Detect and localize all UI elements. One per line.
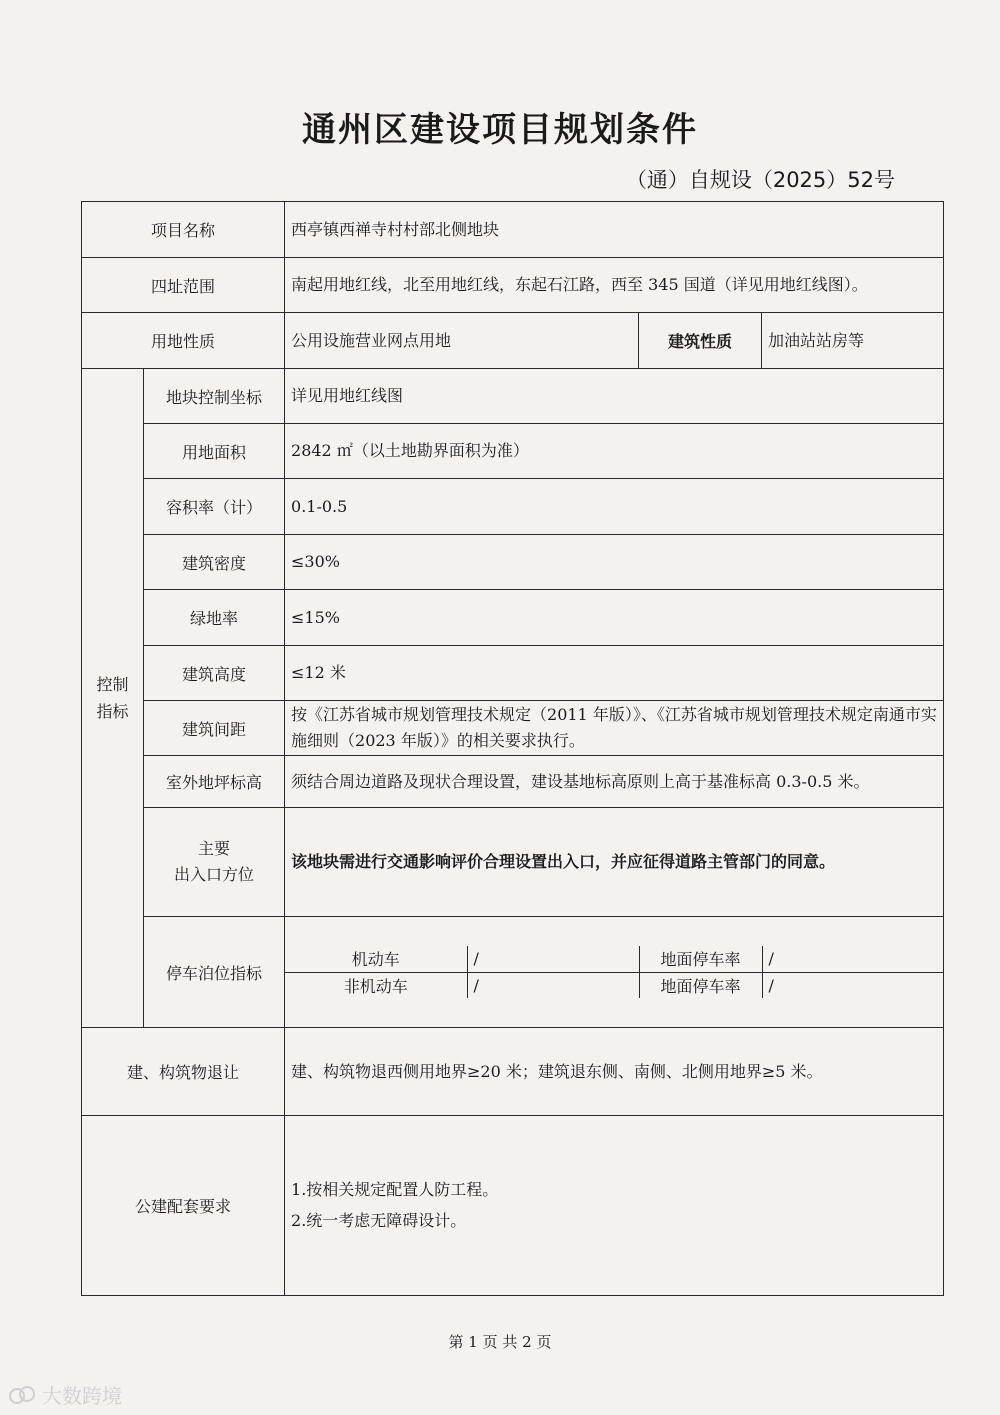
row-building-spacing xyxy=(82,701,944,756)
watermark-logo-icon xyxy=(8,1383,36,1407)
row-control-coordinates xyxy=(82,369,944,424)
parking-table xyxy=(285,946,944,998)
requirement-item: 2.统一考虑无障碍设计。 xyxy=(291,1210,467,1230)
row-parking xyxy=(82,917,944,1028)
building-nature-value: 加油站站房等 xyxy=(762,313,944,369)
row-public-facilities xyxy=(82,1116,944,1296)
page-number: 第 1 页 共 2 页 xyxy=(448,1333,552,1351)
row-setback xyxy=(82,1028,944,1116)
row-entrance xyxy=(82,808,944,917)
item-label: 建筑密度 xyxy=(144,535,285,590)
row-land-use xyxy=(82,313,944,369)
land-use-value: 公用设施营业网点用地 xyxy=(285,313,639,369)
parking-rate-value: / xyxy=(768,975,774,995)
item-label: 室外地坪标高 xyxy=(144,756,285,808)
parking-rate-value: / xyxy=(762,946,944,972)
item-label: 建筑高度 xyxy=(144,646,285,701)
entrance-label xyxy=(144,808,285,917)
public-facilities-label: 公建配套要求 xyxy=(82,1116,285,1296)
parking-type: 非机动车 xyxy=(285,972,467,998)
item-value: ≤15% xyxy=(285,590,944,646)
parking-value: / xyxy=(467,972,639,998)
planning-conditions-table xyxy=(81,201,944,1296)
row-land-area xyxy=(82,424,944,479)
parking-type: 机动车 xyxy=(285,946,467,972)
row-outdoor-elevation xyxy=(82,756,944,808)
control-indicators-label: 控制 指标 xyxy=(82,369,144,1028)
parking-label: 停车泊位指标 xyxy=(144,917,285,1028)
page-title: 通州区建设项目规划条件 xyxy=(302,110,698,150)
watermark xyxy=(8,1380,122,1409)
entrance-label-line1: 主要 xyxy=(198,839,231,859)
item-value: 须结合周边道路及现状合理设置，建设基地标高原则上高于基准标高 0.3-0.5 米。 xyxy=(285,756,944,808)
item-value: 0.1-0.5 xyxy=(285,479,944,535)
parking-rate-label: 地面停车率 xyxy=(639,946,762,972)
item-label: 地块控制坐标 xyxy=(144,369,285,424)
item-value: 2842 ㎡（以土地勘界面积为准） xyxy=(285,424,944,479)
parking-rate-label: 地面停车率 xyxy=(639,972,762,998)
entrance-label-line2: 出入口方位 xyxy=(174,865,255,884)
building-nature-label: 建筑性质 xyxy=(639,313,762,369)
boundary-value: 南起用地红线，北至用地红线，东起石江路，西至 345 国道（详见用地红线图）。 xyxy=(285,258,944,313)
parking-value: / xyxy=(467,946,639,972)
setback-value: 建、构筑物退西侧用地界≥20 米；建筑退东侧、南侧、北侧用地界≥5 米。 xyxy=(285,1028,944,1116)
requirement-item: 1.按相关规定配置人防工程。 xyxy=(291,1180,499,1200)
row-boundary xyxy=(82,258,944,313)
boundary-label: 四址范围 xyxy=(82,258,285,313)
entrance-value: 该地块需进行交通影响评价合理设置出入口，并应征得道路主管部门的同意。 xyxy=(285,808,944,917)
item-label: 用地面积 xyxy=(144,424,285,479)
document-number: （通）自规设（2025）52号 xyxy=(625,168,895,192)
item-label: 容积率（计） xyxy=(144,479,285,535)
row-building-height xyxy=(82,646,944,701)
setback-label: 建、构筑物退让 xyxy=(82,1028,285,1116)
project-name-label: 项目名称 xyxy=(82,202,285,258)
item-value: 详见用地红线图 xyxy=(285,369,944,424)
parking-grid xyxy=(285,917,944,1028)
item-value: ≤30% xyxy=(285,535,944,590)
watermark-text: 大数跨境 xyxy=(42,1384,122,1408)
item-value: 按《江苏省城市规划管理技术规定（2011 年版）》、《江苏省城市规划管理技术规定南通市实施细则（2023 年版）》的相关要求执行。 xyxy=(285,701,944,756)
public-facilities-value xyxy=(285,1116,944,1296)
row-building-density xyxy=(82,535,944,590)
item-label: 绿地率 xyxy=(144,590,285,646)
project-name-value: 西亭镇西禅寺村村部北侧地块 xyxy=(285,202,944,258)
row-project-name xyxy=(82,202,944,258)
row-far xyxy=(82,479,944,535)
row-green-ratio xyxy=(82,590,944,646)
item-value: ≤12 米 xyxy=(285,646,944,701)
land-use-label: 用地性质 xyxy=(82,313,285,369)
parking-row-motor xyxy=(285,946,944,972)
parking-row-nonmotor xyxy=(285,972,944,998)
item-label: 建筑间距 xyxy=(144,701,285,756)
